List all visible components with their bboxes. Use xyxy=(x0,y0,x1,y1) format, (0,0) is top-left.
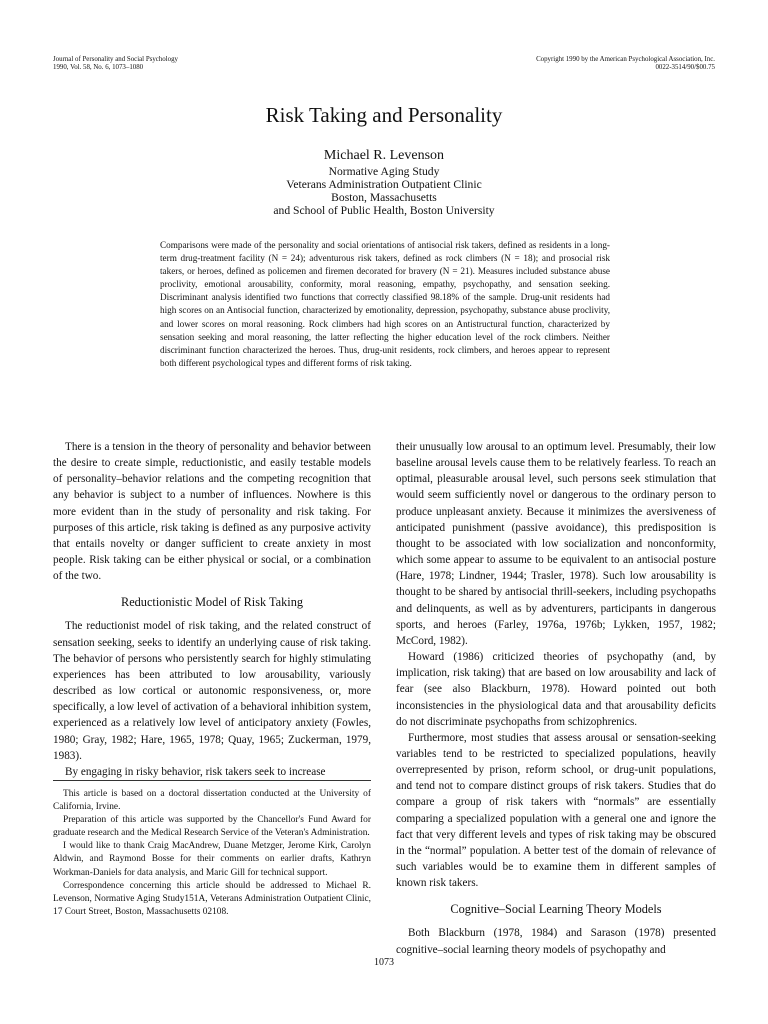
copyright-notice xyxy=(536,56,715,72)
abstract: Comparisons were made of the personality and social orientations of antisocial risk takers, defined as residents in a long-term drug-treatment facility (N = 24); adventurous risk takers, defined as rock climbers (N = 18); and prosocial risk takers, or heroes, defined as policemen and firemen decorated for bravery (N = 21). Measures included substance abuse proclivity, emotional arousability, conformity, moral reasoning, empathy, psychopathy, and sensation seeking. Discriminant analysis identified two functions that correctly classified 98.18% of the sample. Drug-unit residents had high scores on an Antisocial function, characterized by emotionality, depression, psychopathy, substance abuse proclivity, and lower scores on moral reasoning. Rock climbers had high scores on an Antistructural function, characterized by sensation seeking and moral reasoning, the latter reflecting the higher education level of the rock climbers. Neither discriminant function characterized the heroes. Thus, drug-unit residents, rock climbers, and heroes appear to represent both different psychological types and different forms of risk taking. xyxy=(160,240,610,368)
author-affiliation: and School of Public Health, Boston University xyxy=(273,204,495,217)
body-paragraph: By engaging in risky behavior, risk takers seek to increase xyxy=(65,765,326,778)
left-column xyxy=(53,439,371,780)
copyright-text: Copyright 1990 by the American Psychological Association, Inc. xyxy=(536,56,715,63)
body-paragraph: The reductionist model of risk taking, and the related construct of sensation seeking, seeks to identify an underlying cause of risk taking. The behavior of persons who persistently search for highly stimulating experiences has been attributed to low arousability, variously described as low cortical or autonomic responsiveness, or, more specifically, a low level of activation of a behavioral inhibition system, experienced as a relatively low level of anticipatory anxiety (Fowles, 1980; Gray, 1982; Hare, 1965, 1978; Quay, 1965; Zuckerman, 1979, 1983). xyxy=(53,620,371,762)
footnote: Correspondence concerning this article should be addressed to Michael R. Levenson, Normative Aging Study151A, Veterans Administration Outpatient Clinic, 17 Court Street, Boston, Massachusetts 02108. xyxy=(53,880,371,917)
body-paragraph: Furthermore, most studies that assess arousal or sensation-seeking variables tend to be restricted to specialized populations, heavily overrepresented by prison, reform school, or drug-unit populations, and tend not to compare distinct groups of risk takers. Studies that do compare a group of risk takers with “normals” are essentially comparing a specialized population with a general one and ignore the fact that very different levels and types of risk taking may be obscured in the “normal” population. A better test of the domain of relevance of such variables would be to examine them in different samples of known risk takers. xyxy=(396,731,716,890)
body-paragraph: Both Blackburn (1978, 1984) and Sarason (1978) presented cognitive–social learning theory models of psychopathy and xyxy=(396,927,716,956)
section-heading: Cognitive–Social Learning Theory Models xyxy=(450,902,662,917)
footnote: This article is based on a doctoral dissertation conducted at the University of California, Irvine. xyxy=(53,789,371,813)
section-heading: Reductionistic Model of Risk Taking xyxy=(121,595,303,610)
author-affiliation: Veterans Administration Outpatient Clinic xyxy=(286,178,482,191)
intro-paragraph: There is a tension in the theory of personality and behavior between the desire to create simple, reductionistic, and easily testable models of personality–behavior relations and the competing recognition that any behavior is subject to a number of influences. Nowhere is this more evident than in the study of personality and risk taking. For purposes of this article, risk taking is defined as any purposive activity that entails novelty or danger sufficient to create anxiety in most people. Risk taking can be either physical or social, or a combination of the two. xyxy=(53,441,371,583)
journal-citation xyxy=(53,56,178,72)
footnote-divider xyxy=(53,780,371,781)
page-number: 1073 xyxy=(374,957,394,968)
author-affiliation: Boston, Massachusetts xyxy=(331,191,437,204)
footnotes xyxy=(53,788,371,919)
article-title: Risk Taking and Personality xyxy=(265,103,503,127)
body-paragraph: their unusually low arousal to an optimum level. Presumably, their low baseline arousal levels cause them to be relatively fearless. To reach an optimal, pleasurable arousal level, such persons seek stimulation that would seem sufficiently novel or dangerous to the ordinary person to produce unpleasant anxiety. Because it minimizes the aversiveness of anticipated punishment (passive avoidance), this predisposition is thought to be associated with low socialization and nonconformity, which some appear to assume to be equivalent to an antisocial posture (Hare, 1978; Lindner, 1944; Trasler, 1978). Such low arousability is thought to be shared by antisocial thrill-seekers, including psychopaths and delinquents, as well as by adventurers, participants in dangerous sports, and heroes (Farley, 1976a, 1976b; Lykken, 1957, 1982; McCord, 1982). xyxy=(396,441,716,647)
body-paragraph: Howard (1986) criticized theories of psychopathy (and, by implication, risk taking) that are based on low arousability and lack of fear (see also Blackburn, 1978). Howard pointed out both inconsistencies in the physiological data and that arousability deficits do not discriminate psychopaths from schizophrenics. xyxy=(396,651,716,728)
footnote: Preparation of this article was supported by the Chancellor's Fund Award for graduate research and the Medical Research Service of the Veteran's Administration. xyxy=(53,815,371,839)
author-affiliation: Normative Aging Study xyxy=(328,165,440,178)
author-block xyxy=(0,147,768,217)
issn-price: 0022-3514/90/$00.75 xyxy=(655,64,715,71)
journal-name: Journal of Personality and Social Psychology xyxy=(53,56,178,63)
footnote: I would like to thank Craig MacAndrew, Duane Metzger, Jerome Kirk, Carolyn Aldwin, and Raymond Bosse for their comments on earlier drafts, Kathryn Workman-Daniels for data analysis, and Maric Gill for technical support. xyxy=(53,841,371,878)
author-name: Michael R. Levenson xyxy=(323,148,445,163)
right-column xyxy=(396,439,716,958)
journal-volume: 1990, Vol. 58, No. 6, 1073–1080 xyxy=(53,64,144,71)
